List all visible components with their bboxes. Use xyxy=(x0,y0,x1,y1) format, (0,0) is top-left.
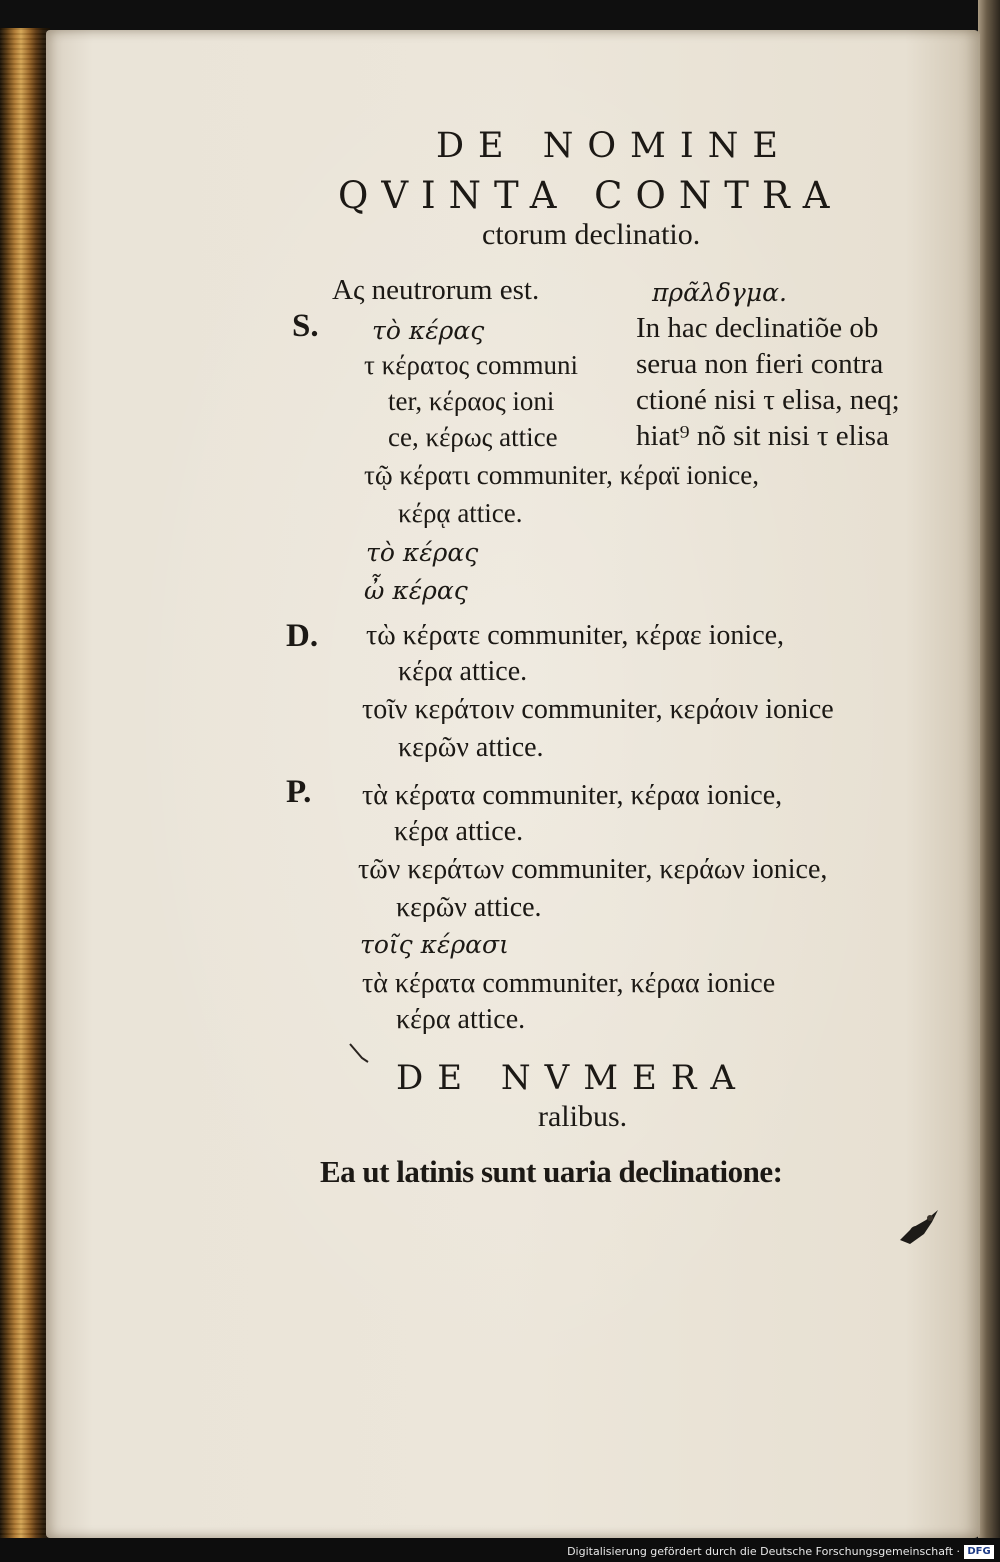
ink-blot xyxy=(880,1200,950,1260)
singular-line-8: ὦ κέρας xyxy=(364,576,468,605)
section-heading-line-2: ralibus. xyxy=(538,1100,628,1133)
page-gutter-edge xyxy=(978,0,1000,1538)
plural-line-7: κέρα attice. xyxy=(396,1004,526,1035)
heading-line-3: ctorum declinatio. xyxy=(482,218,701,251)
singular-line-1: τὸ κέρας xyxy=(372,316,485,345)
dual-line-3: τοῖν κεράτοιν communiter, κεράοιν ionice xyxy=(362,694,834,725)
margin-pen-mark xyxy=(348,1040,378,1070)
dfg-logo: DFG xyxy=(964,1545,994,1559)
dual-line-4: κερῶν attice. xyxy=(398,732,544,763)
note-line-2: serua non fieri contra xyxy=(636,348,884,380)
singular-line-2: τ κέρατος communi xyxy=(364,350,578,380)
margin-letter-singular: S. xyxy=(292,308,319,344)
note-line-1: In hac declinatiõe ob xyxy=(636,312,879,344)
margin-letter-plural: P. xyxy=(286,774,312,810)
digitization-footer xyxy=(0,1542,1000,1562)
plural-line-5: τοῖς κέρασι xyxy=(360,930,509,959)
closing-line: Ea ut latinis sunt uaria declinatione: xyxy=(320,1154,783,1189)
plural-line-3: τῶν κεράτων communiter, κεράων ionice, xyxy=(358,854,828,885)
singular-line-6: κέρᾳ attice. xyxy=(398,498,523,528)
plural-line-2: κέρα attice. xyxy=(394,816,524,847)
section-heading-line-1: DE NVMERA xyxy=(396,1058,749,1098)
plural-line-1: τὰ κέρατα communiter, κέραα ionice, xyxy=(362,780,783,811)
heading-line-2: QVINTA CONTRA xyxy=(338,174,843,217)
margin-letter-dual: D. xyxy=(286,618,319,654)
note-line-4: hiat⁹ nõ sit nisi τ elisa xyxy=(636,420,889,452)
singular-line-5: τῷ κέρατι communiter, κέραϊ ionice, xyxy=(364,460,759,490)
cover-top-strip xyxy=(0,0,1000,30)
book-fore-edge xyxy=(0,28,50,1538)
footer-credit: Digitalisierung gefördert durch die Deutsche Forschungsgemeinschaft · xyxy=(567,1545,960,1558)
dual-line-1: τὼ κέρατε communiter, κέραε ionice, xyxy=(366,620,785,651)
dual-line-2: κέρα attice. xyxy=(398,656,528,687)
singular-line-4: ce, κέρως attice xyxy=(388,422,558,452)
book-page xyxy=(46,30,980,1538)
singular-line-3: ter, κέραος ioni xyxy=(388,386,555,416)
plural-line-4: κερῶν attice. xyxy=(396,892,542,923)
intro-left: Ας neutrorum est. xyxy=(332,274,540,306)
plural-line-6: τὰ κέρατα communiter, κέραα ionice xyxy=(362,968,776,999)
heading-line-1: DE NOMINE xyxy=(436,126,792,166)
intro-right: πρᾶλδγμα. xyxy=(652,278,787,307)
singular-line-7: τὸ κέρας xyxy=(366,538,479,567)
note-line-3: ctioné nisi τ elisa, neq; xyxy=(636,384,900,416)
